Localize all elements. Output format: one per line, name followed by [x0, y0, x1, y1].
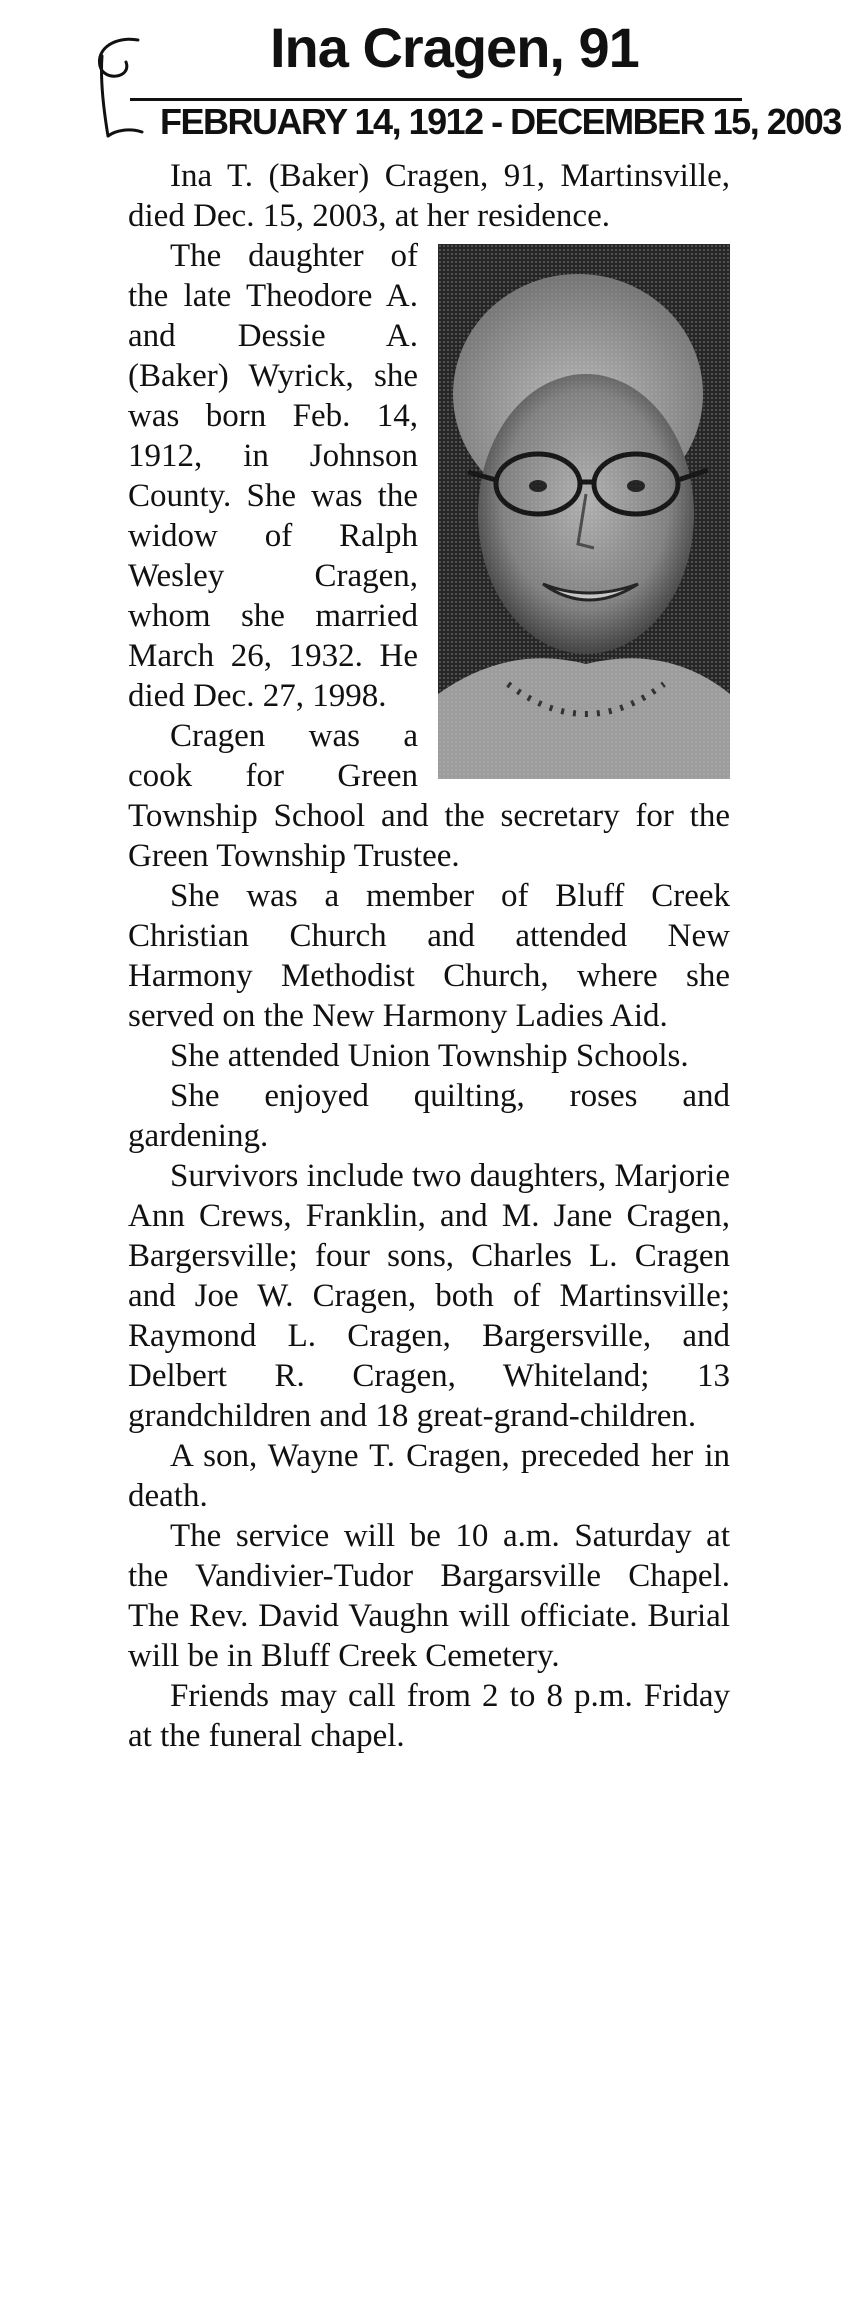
- portrait-image: [438, 244, 730, 779]
- paragraph: Survivors include two daughters, Marjorie Ann Crews, Franklin, and M. Jane Cragen, Bargersville; four sons, Charles L. Cragen and Joe W. Cragen, both of Martinsville; Raymond L. Cragen, Bargersville, and Delbert R. Cragen, Whiteland; 13 grandchildren and 18 great-grand-children.: [128, 1158, 730, 1434]
- paragraph: Cragen was a cook for Green Township School and the secretary for the Green Township Trustee.: [128, 718, 730, 874]
- paragraph: She attended Union Township Schools.: [170, 1038, 689, 1074]
- paragraph: A son, Wayne T. Cragen, preceded her in death.: [128, 1438, 730, 1514]
- paragraph: The daughter of the late Theodore A. and Dessie A. (Baker) Wyrick, she was born Feb. 14, 1912, in Johnson County. She was the widow of Ralph Wesley Cragen, whom she married March 26, 1932. He died Dec. 27, 1998.: [128, 238, 418, 714]
- paragraph: Friends may call from 2 to 8 p.m. Friday at the funeral chapel.: [128, 1678, 730, 1754]
- portrait-photo: [438, 244, 730, 779]
- obituary-body: [128, 156, 730, 1756]
- headline: Ina Cragen, 91: [270, 16, 639, 79]
- paragraph: The service will be 10 a.m. Saturday at the Vandivier-Tudor Bargarsville Chapel. The Rev. David Vaughn will officiate. Burial will be in Bluff Creek Cemetery.: [128, 1518, 730, 1674]
- handwritten-mark-icon: [86, 32, 146, 142]
- paragraph: She was a member of Bluff Creek Christian Church and attended New Harmony Methodist Church, where she served on the New Harmony Ladies Aid.: [128, 878, 730, 1034]
- paragraph: She enjoyed quilting, roses and gardening.: [128, 1078, 730, 1154]
- paragraph: Ina T. (Baker) Cragen, 91, Martinsville, died Dec. 15, 2003, at her residence.: [128, 158, 730, 234]
- life-dates: FEBRUARY 14, 1912 - DECEMBER 15, 2003: [160, 101, 841, 142]
